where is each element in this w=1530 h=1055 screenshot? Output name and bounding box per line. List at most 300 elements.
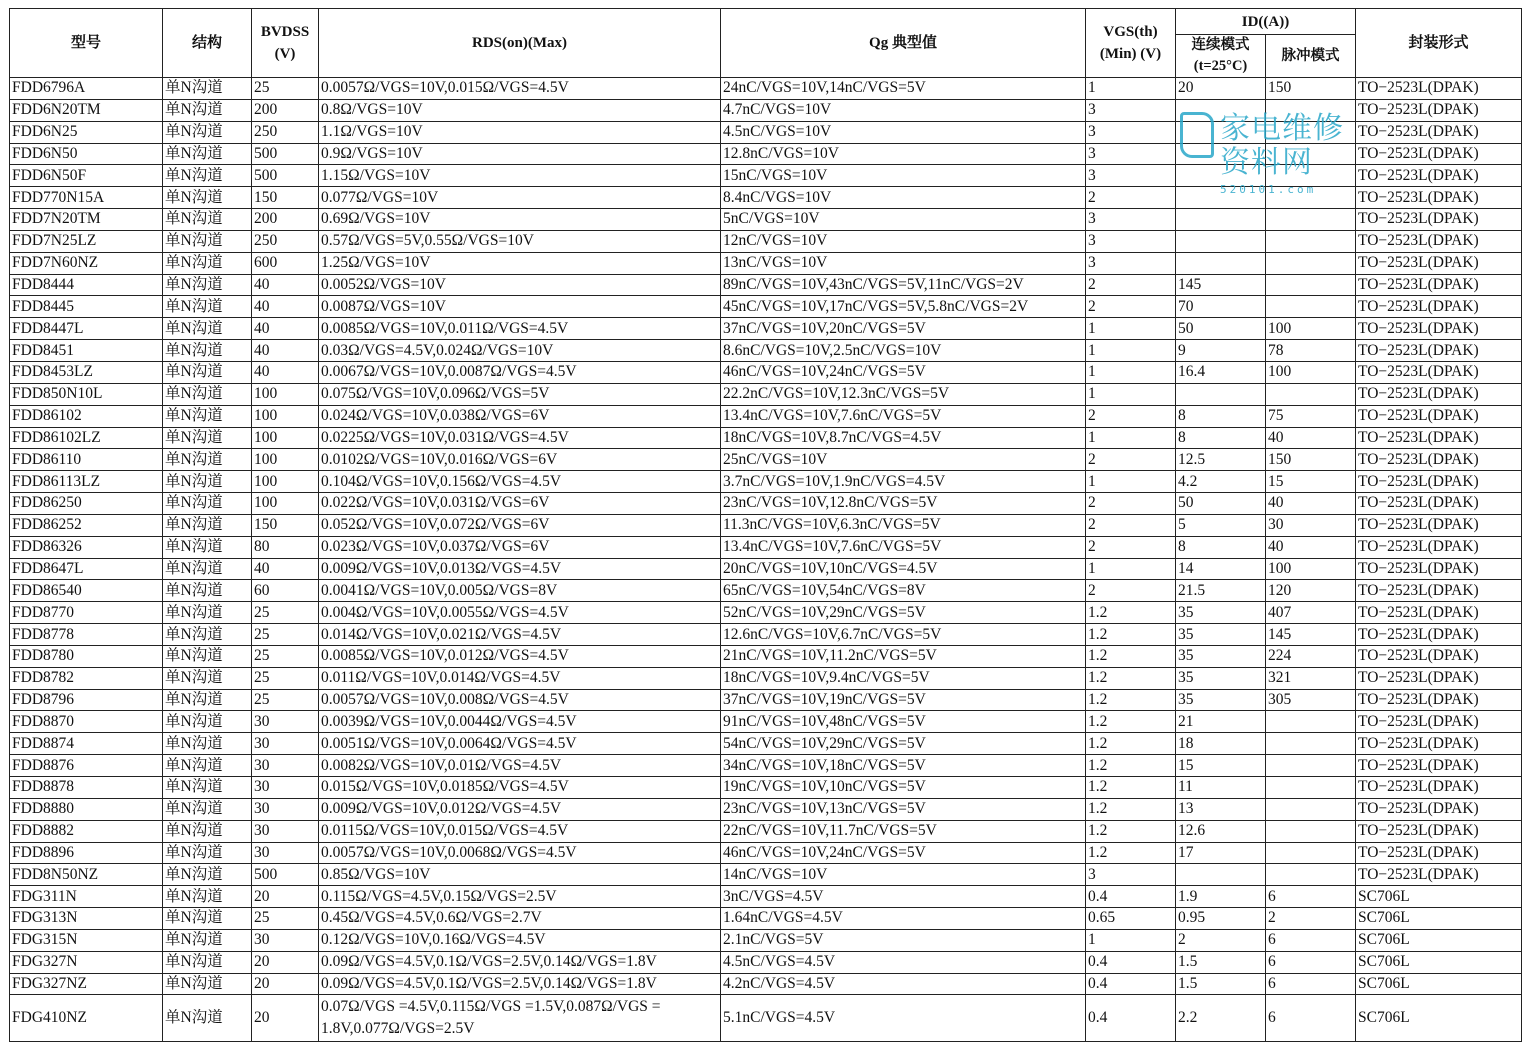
cell-id-pulse: 6 xyxy=(1266,995,1356,1042)
header-id: ID((A)) xyxy=(1176,9,1356,35)
cell-id-pulse xyxy=(1266,777,1356,799)
cell-structure: 单N沟道 xyxy=(163,165,252,187)
cell-package: TO−2523L(DPAK) xyxy=(1356,820,1522,842)
cell-vgs-th: 2 xyxy=(1086,536,1176,558)
cell-qg: 12.8nC/VGS=10V xyxy=(721,143,1086,165)
cell-bvdss: 150 xyxy=(252,187,319,209)
cell-vgs-th: 1 xyxy=(1086,383,1176,405)
cell-rds: 0.004Ω/VGS=10V,0.0055Ω/VGS=4.5V xyxy=(319,602,721,624)
cell-vgs-th: 2 xyxy=(1086,514,1176,536)
cell-vgs-th: 2 xyxy=(1086,405,1176,427)
cell-package: TO−2523L(DPAK) xyxy=(1356,733,1522,755)
table-row xyxy=(10,383,1522,405)
cell-model: FDD8880 xyxy=(10,798,163,820)
cell-structure: 单N沟道 xyxy=(163,230,252,252)
table-row xyxy=(10,405,1522,427)
header-structure: 结构 xyxy=(163,9,252,78)
table-row xyxy=(10,929,1522,951)
cell-id-pulse xyxy=(1266,864,1356,886)
cell-model: FDD7N20TM xyxy=(10,209,163,231)
cell-structure: 单N沟道 xyxy=(163,733,252,755)
watermark-logo xyxy=(1180,112,1352,198)
cell-structure: 单N沟道 xyxy=(163,951,252,973)
cell-id-continuous: 35 xyxy=(1176,624,1266,646)
cell-bvdss: 25 xyxy=(252,624,319,646)
cell-model: FDD850N10L xyxy=(10,383,163,405)
cell-model: FDD8874 xyxy=(10,733,163,755)
cell-package: SC706L xyxy=(1356,995,1522,1042)
cell-bvdss: 20 xyxy=(252,973,319,995)
cell-package: TO−2523L(DPAK) xyxy=(1356,667,1522,689)
cell-structure: 单N沟道 xyxy=(163,99,252,121)
cell-rds: 0.011Ω/VGS=10V,0.014Ω/VGS=4.5V xyxy=(319,667,721,689)
cell-qg: 23nC/VGS=10V,12.8nC/VGS=5V xyxy=(721,493,1086,515)
header-id-continuous-label: 连续模式 xyxy=(1191,37,1250,53)
cell-vgs-th: 0.4 xyxy=(1086,995,1176,1042)
cell-id-continuous: 2 xyxy=(1176,929,1266,951)
cell-package: SC706L xyxy=(1356,951,1522,973)
cell-model: FDD86102 xyxy=(10,405,163,427)
cell-structure: 单N沟道 xyxy=(163,209,252,231)
cell-rds: 0.0067Ω/VGS=10V,0.0087Ω/VGS=4.5V xyxy=(319,361,721,383)
cell-rds: 0.0087Ω/VGS=10V xyxy=(319,296,721,318)
cell-rds: 0.85Ω/VGS=10V xyxy=(319,864,721,886)
cell-bvdss: 40 xyxy=(252,296,319,318)
cell-id-pulse: 224 xyxy=(1266,645,1356,667)
cell-package: TO−2523L(DPAK) xyxy=(1356,361,1522,383)
cell-package: TO−2523L(DPAK) xyxy=(1356,165,1522,187)
cell-model: FDD86102LZ xyxy=(10,427,163,449)
cell-id-continuous xyxy=(1176,209,1266,231)
cell-model: FDG327N xyxy=(10,951,163,973)
cell-structure: 单N沟道 xyxy=(163,864,252,886)
cell-model: FDD8445 xyxy=(10,296,163,318)
cell-id-continuous xyxy=(1176,230,1266,252)
cell-rds: 0.0085Ω/VGS=10V,0.011Ω/VGS=4.5V xyxy=(319,318,721,340)
cell-id-continuous: 35 xyxy=(1176,602,1266,624)
cell-qg: 65nC/VGS=10V,54nC/VGS=8V xyxy=(721,580,1086,602)
logo-url: 520101.com xyxy=(1220,183,1317,196)
table-row xyxy=(10,296,1522,318)
cell-bvdss: 40 xyxy=(252,274,319,296)
cell-id-pulse xyxy=(1266,252,1356,274)
cell-model: FDD8770 xyxy=(10,602,163,624)
cell-package: TO−2523L(DPAK) xyxy=(1356,187,1522,209)
logo-text: 家电维修资料网 xyxy=(1220,111,1344,180)
cell-package: TO−2523L(DPAK) xyxy=(1356,252,1522,274)
cell-rds: 0.09Ω/VGS=4.5V,0.1Ω/VGS=2.5V,0.14Ω/VGS=1.8V xyxy=(319,951,721,973)
cell-id-pulse: 75 xyxy=(1266,405,1356,427)
cell-structure: 单N沟道 xyxy=(163,624,252,646)
cell-structure: 单N沟道 xyxy=(163,340,252,362)
cell-package: TO−2523L(DPAK) xyxy=(1356,493,1522,515)
cell-vgs-th: 1 xyxy=(1086,929,1176,951)
cell-id-continuous: 12.6 xyxy=(1176,820,1266,842)
cell-qg: 3nC/VGS=4.5V xyxy=(721,886,1086,908)
cell-vgs-th: 3 xyxy=(1086,165,1176,187)
cell-qg: 13.4nC/VGS=10V,7.6nC/VGS=5V xyxy=(721,405,1086,427)
cell-package: TO−2523L(DPAK) xyxy=(1356,624,1522,646)
cell-model: FDD6N50F xyxy=(10,165,163,187)
cell-id-pulse xyxy=(1266,383,1356,405)
cell-vgs-th: 1.2 xyxy=(1086,667,1176,689)
cell-bvdss: 500 xyxy=(252,864,319,886)
table-row xyxy=(10,995,1522,1042)
cell-qg: 14nC/VGS=10V xyxy=(721,864,1086,886)
cell-vgs-th: 1.2 xyxy=(1086,624,1176,646)
cell-qg: 46nC/VGS=10V,24nC/VGS=5V xyxy=(721,361,1086,383)
cell-structure: 单N沟道 xyxy=(163,580,252,602)
cell-id-pulse: 100 xyxy=(1266,361,1356,383)
cell-id-continuous: 1.5 xyxy=(1176,973,1266,995)
cell-model: FDD8878 xyxy=(10,777,163,799)
table-row xyxy=(10,689,1522,711)
cell-model: FDD8896 xyxy=(10,842,163,864)
cell-rds: 0.014Ω/VGS=10V,0.021Ω/VGS=4.5V xyxy=(319,624,721,646)
cell-package: TO−2523L(DPAK) xyxy=(1356,318,1522,340)
cell-rds: 0.115Ω/VGS=4.5V,0.15Ω/VGS=2.5V xyxy=(319,886,721,908)
cell-rds: 0.45Ω/VGS=4.5V,0.6Ω/VGS=2.7V xyxy=(319,908,721,930)
cell-qg: 18nC/VGS=10V,8.7nC/VGS=4.5V xyxy=(721,427,1086,449)
cell-rds: 0.0225Ω/VGS=10V,0.031Ω/VGS=4.5V xyxy=(319,427,721,449)
table-row xyxy=(10,842,1522,864)
cell-model: FDD8444 xyxy=(10,274,163,296)
cell-vgs-th: 3 xyxy=(1086,864,1176,886)
cell-vgs-th: 3 xyxy=(1086,252,1176,274)
cell-structure: 单N沟道 xyxy=(163,296,252,318)
cell-rds: 0.104Ω/VGS=10V,0.156Ω/VGS=4.5V xyxy=(319,471,721,493)
cell-id-continuous: 16.4 xyxy=(1176,361,1266,383)
cell-structure: 单N沟道 xyxy=(163,493,252,515)
table-row xyxy=(10,252,1522,274)
cell-package: TO−2523L(DPAK) xyxy=(1356,689,1522,711)
cell-package: TO−2523L(DPAK) xyxy=(1356,340,1522,362)
cell-rds: 0.052Ω/VGS=10V,0.072Ω/VGS=6V xyxy=(319,514,721,536)
cell-vgs-th: 2 xyxy=(1086,493,1176,515)
cell-qg: 24nC/VGS=10V,14nC/VGS=5V xyxy=(721,78,1086,100)
header-vgs-label: VGS(th) xyxy=(1103,24,1158,40)
cell-rds: 0.09Ω/VGS=4.5V,0.1Ω/VGS=2.5V,0.14Ω/VGS=1.8V xyxy=(319,973,721,995)
cell-vgs-th: 1 xyxy=(1086,558,1176,580)
cell-rds: 0.0115Ω/VGS=10V,0.015Ω/VGS=4.5V xyxy=(319,820,721,842)
cell-id-continuous: 13 xyxy=(1176,798,1266,820)
cell-package: TO−2523L(DPAK) xyxy=(1356,645,1522,667)
cell-bvdss: 60 xyxy=(252,580,319,602)
cell-qg: 25nC/VGS=10V xyxy=(721,449,1086,471)
cell-qg: 8.4nC/VGS=10V xyxy=(721,187,1086,209)
cell-rds: 0.0082Ω/VGS=10V,0.01Ω/VGS=4.5V xyxy=(319,755,721,777)
cell-structure: 单N沟道 xyxy=(163,602,252,624)
cell-id-continuous: 17 xyxy=(1176,842,1266,864)
cell-rds: 0.015Ω/VGS=10V,0.0185Ω/VGS=4.5V xyxy=(319,777,721,799)
cell-vgs-th: 1.2 xyxy=(1086,777,1176,799)
cell-qg: 21nC/VGS=10V,11.2nC/VGS=5V xyxy=(721,645,1086,667)
cell-model: FDD8447L xyxy=(10,318,163,340)
cell-rds: 0.0051Ω/VGS=10V,0.0064Ω/VGS=4.5V xyxy=(319,733,721,755)
cell-package: TO−2523L(DPAK) xyxy=(1356,864,1522,886)
cell-id-pulse: 6 xyxy=(1266,886,1356,908)
cell-structure: 单N沟道 xyxy=(163,798,252,820)
cell-model: FDD6N20TM xyxy=(10,99,163,121)
cell-id-pulse xyxy=(1266,209,1356,231)
cell-rds: 0.009Ω/VGS=10V,0.013Ω/VGS=4.5V xyxy=(319,558,721,580)
cell-package: TO−2523L(DPAK) xyxy=(1356,777,1522,799)
cell-vgs-th: 2 xyxy=(1086,580,1176,602)
cell-package: TO−2523L(DPAK) xyxy=(1356,405,1522,427)
cell-vgs-th: 0.4 xyxy=(1086,973,1176,995)
table-row xyxy=(10,514,1522,536)
cell-bvdss: 30 xyxy=(252,798,319,820)
cell-rds: 0.8Ω/VGS=10V xyxy=(319,99,721,121)
cell-id-continuous: 11 xyxy=(1176,777,1266,799)
cell-model: FDD8796 xyxy=(10,689,163,711)
cell-model: FDD86252 xyxy=(10,514,163,536)
cell-package: TO−2523L(DPAK) xyxy=(1356,711,1522,733)
cell-qg: 89nC/VGS=10V,43nC/VGS=5V,11nC/VGS=2V xyxy=(721,274,1086,296)
cell-rds: 0.69Ω/VGS=10V xyxy=(319,209,721,231)
cell-rds: 1.1Ω/VGS=10V xyxy=(319,121,721,143)
cell-id-pulse: 6 xyxy=(1266,951,1356,973)
cell-structure: 单N沟道 xyxy=(163,187,252,209)
logo-icon xyxy=(1180,112,1214,158)
cell-model: FDD8453LZ xyxy=(10,361,163,383)
cell-structure: 单N沟道 xyxy=(163,886,252,908)
cell-structure: 单N沟道 xyxy=(163,121,252,143)
cell-bvdss: 30 xyxy=(252,755,319,777)
cell-structure: 单N沟道 xyxy=(163,383,252,405)
cell-vgs-th: 3 xyxy=(1086,209,1176,231)
cell-qg: 8.6nC/VGS=10V,2.5nC/VGS=10V xyxy=(721,340,1086,362)
cell-rds: 0.03Ω/VGS=4.5V,0.024Ω/VGS=10V xyxy=(319,340,721,362)
cell-model: FDD86540 xyxy=(10,580,163,602)
cell-id-continuous: 21.5 xyxy=(1176,580,1266,602)
cell-model: FDD86326 xyxy=(10,536,163,558)
cell-rds: 0.077Ω/VGS=10V xyxy=(319,187,721,209)
cell-vgs-th: 1 xyxy=(1086,471,1176,493)
cell-model: FDD8876 xyxy=(10,755,163,777)
cell-qg: 11.3nC/VGS=10V,6.3nC/VGS=5V xyxy=(721,514,1086,536)
cell-bvdss: 100 xyxy=(252,427,319,449)
header-rds: RDS(on)(Max) xyxy=(319,9,721,78)
cell-bvdss: 80 xyxy=(252,536,319,558)
table-row xyxy=(10,864,1522,886)
cell-structure: 单N沟道 xyxy=(163,711,252,733)
cell-model: FDG327NZ xyxy=(10,973,163,995)
cell-bvdss: 100 xyxy=(252,493,319,515)
cell-id-continuous: 14 xyxy=(1176,558,1266,580)
cell-qg: 37nC/VGS=10V,19nC/VGS=5V xyxy=(721,689,1086,711)
cell-id-continuous: 12.5 xyxy=(1176,449,1266,471)
cell-qg: 5nC/VGS=10V xyxy=(721,209,1086,231)
cell-id-continuous: 70 xyxy=(1176,296,1266,318)
cell-qg: 4.5nC/VGS=4.5V xyxy=(721,951,1086,973)
cell-package: TO−2523L(DPAK) xyxy=(1356,427,1522,449)
cell-model: FDG311N xyxy=(10,886,163,908)
cell-qg: 4.7nC/VGS=10V xyxy=(721,99,1086,121)
cell-rds: 0.0041Ω/VGS=10V,0.005Ω/VGS=8V xyxy=(319,580,721,602)
cell-model: FDD6N50 xyxy=(10,143,163,165)
cell-package: TO−2523L(DPAK) xyxy=(1356,296,1522,318)
cell-model: FDD6N25 xyxy=(10,121,163,143)
cell-model: FDG313N xyxy=(10,908,163,930)
cell-qg: 4.5nC/VGS=10V xyxy=(721,121,1086,143)
cell-id-continuous: 35 xyxy=(1176,689,1266,711)
cell-qg: 13nC/VGS=10V xyxy=(721,252,1086,274)
header-bvdss xyxy=(252,9,319,78)
cell-bvdss: 30 xyxy=(252,777,319,799)
header-vgs xyxy=(1086,9,1176,78)
cell-package: TO−2523L(DPAK) xyxy=(1356,449,1522,471)
cell-structure: 单N沟道 xyxy=(163,995,252,1042)
cell-model: FDD6796A xyxy=(10,78,163,100)
cell-bvdss: 25 xyxy=(252,667,319,689)
table-row xyxy=(10,209,1522,231)
cell-vgs-th: 1 xyxy=(1086,361,1176,383)
table-row xyxy=(10,274,1522,296)
table-row xyxy=(10,820,1522,842)
cell-structure: 单N沟道 xyxy=(163,449,252,471)
table-row xyxy=(10,427,1522,449)
cell-rds: 0.0057Ω/VGS=10V,0.008Ω/VGS=4.5V xyxy=(319,689,721,711)
cell-bvdss: 30 xyxy=(252,733,319,755)
cell-vgs-th: 1 xyxy=(1086,340,1176,362)
cell-vgs-th: 1.2 xyxy=(1086,798,1176,820)
cell-id-continuous: 5 xyxy=(1176,514,1266,536)
cell-qg: 12nC/VGS=10V xyxy=(721,230,1086,252)
table-row xyxy=(10,493,1522,515)
cell-package: TO−2523L(DPAK) xyxy=(1356,755,1522,777)
table-row xyxy=(10,78,1522,100)
cell-structure: 单N沟道 xyxy=(163,558,252,580)
header-model: 型号 xyxy=(10,9,163,78)
cell-model: FDD86110 xyxy=(10,449,163,471)
cell-id-continuous: 20 xyxy=(1176,78,1266,100)
cell-id-continuous: 21 xyxy=(1176,711,1266,733)
cell-rds: 0.022Ω/VGS=10V,0.031Ω/VGS=6V xyxy=(319,493,721,515)
cell-qg: 3.7nC/VGS=10V,1.9nC/VGS=4.5V xyxy=(721,471,1086,493)
header-id-pulse: 脉冲模式 xyxy=(1266,35,1356,78)
cell-id-pulse: 120 xyxy=(1266,580,1356,602)
cell-vgs-th: 2 xyxy=(1086,274,1176,296)
cell-bvdss: 25 xyxy=(252,689,319,711)
cell-qg: 45nC/VGS=10V,17nC/VGS=5V,5.8nC/VGS=2V xyxy=(721,296,1086,318)
cell-id-pulse: 6 xyxy=(1266,929,1356,951)
header-bvdss-label: BVDSS xyxy=(260,24,310,40)
cell-id-pulse: 100 xyxy=(1266,318,1356,340)
table-row xyxy=(10,471,1522,493)
cell-qg: 54nC/VGS=10V,29nC/VGS=5V xyxy=(721,733,1086,755)
cell-id-pulse: 150 xyxy=(1266,449,1356,471)
cell-qg: 2.1nC/VGS=5V xyxy=(721,929,1086,951)
cell-id-continuous: 145 xyxy=(1176,274,1266,296)
cell-package: TO−2523L(DPAK) xyxy=(1356,78,1522,100)
cell-rds: 0.57Ω/VGS=5V,0.55Ω/VGS=10V xyxy=(319,230,721,252)
cell-rds: 0.12Ω/VGS=10V,0.16Ω/VGS=4.5V xyxy=(319,929,721,951)
cell-model: FDG410NZ xyxy=(10,995,163,1042)
cell-bvdss: 500 xyxy=(252,165,319,187)
cell-model: FDD7N25LZ xyxy=(10,230,163,252)
cell-vgs-th: 2 xyxy=(1086,449,1176,471)
cell-id-continuous: 8 xyxy=(1176,405,1266,427)
cell-vgs-th: 1.2 xyxy=(1086,733,1176,755)
cell-vgs-th: 3 xyxy=(1086,99,1176,121)
table-row xyxy=(10,645,1522,667)
cell-id-continuous: 2.2 xyxy=(1176,995,1266,1042)
cell-model: FDD770N15A xyxy=(10,187,163,209)
cell-id-pulse: 6 xyxy=(1266,973,1356,995)
cell-id-pulse: 321 xyxy=(1266,667,1356,689)
table-row xyxy=(10,951,1522,973)
cell-bvdss: 40 xyxy=(252,558,319,580)
cell-bvdss: 30 xyxy=(252,711,319,733)
cell-structure: 单N沟道 xyxy=(163,929,252,951)
table-row xyxy=(10,733,1522,755)
cell-id-pulse: 40 xyxy=(1266,493,1356,515)
cell-rds: 0.0057Ω/VGS=10V,0.015Ω/VGS=4.5V xyxy=(319,78,721,100)
cell-qg: 91nC/VGS=10V,48nC/VGS=5V xyxy=(721,711,1086,733)
cell-package: TO−2523L(DPAK) xyxy=(1356,842,1522,864)
cell-package: TO−2523L(DPAK) xyxy=(1356,143,1522,165)
cell-vgs-th: 1 xyxy=(1086,318,1176,340)
table-row xyxy=(10,667,1522,689)
cell-qg: 20nC/VGS=10V,10nC/VGS=4.5V xyxy=(721,558,1086,580)
cell-bvdss: 600 xyxy=(252,252,319,274)
cell-bvdss: 25 xyxy=(252,908,319,930)
cell-model: FDD8782 xyxy=(10,667,163,689)
cell-rds: 0.009Ω/VGS=10V,0.012Ω/VGS=4.5V xyxy=(319,798,721,820)
cell-bvdss: 100 xyxy=(252,383,319,405)
cell-model: FDD8882 xyxy=(10,820,163,842)
cell-bvdss: 40 xyxy=(252,361,319,383)
cell-vgs-th: 1 xyxy=(1086,78,1176,100)
cell-package: SC706L xyxy=(1356,886,1522,908)
cell-package: TO−2523L(DPAK) xyxy=(1356,471,1522,493)
cell-rds: 0.0085Ω/VGS=10V,0.012Ω/VGS=4.5V xyxy=(319,645,721,667)
cell-id-continuous: 4.2 xyxy=(1176,471,1266,493)
table-row xyxy=(10,798,1522,820)
cell-id-pulse: 40 xyxy=(1266,427,1356,449)
cell-vgs-th: 1.2 xyxy=(1086,820,1176,842)
cell-rds: 1.25Ω/VGS=10V xyxy=(319,252,721,274)
cell-vgs-th: 1.2 xyxy=(1086,645,1176,667)
cell-id-continuous: 1.9 xyxy=(1176,886,1266,908)
cell-package: TO−2523L(DPAK) xyxy=(1356,580,1522,602)
cell-model: FDG315N xyxy=(10,929,163,951)
cell-bvdss: 250 xyxy=(252,230,319,252)
cell-vgs-th: 1.2 xyxy=(1086,602,1176,624)
cell-id-pulse: 407 xyxy=(1266,602,1356,624)
cell-id-continuous: 1.5 xyxy=(1176,951,1266,973)
cell-id-pulse xyxy=(1266,798,1356,820)
cell-vgs-th: 3 xyxy=(1086,230,1176,252)
cell-bvdss: 25 xyxy=(252,602,319,624)
cell-vgs-th: 1.2 xyxy=(1086,711,1176,733)
cell-bvdss: 500 xyxy=(252,143,319,165)
cell-structure: 单N沟道 xyxy=(163,645,252,667)
cell-qg: 52nC/VGS=10V,29nC/VGS=5V xyxy=(721,602,1086,624)
cell-structure: 单N沟道 xyxy=(163,471,252,493)
cell-qg: 22nC/VGS=10V,11.7nC/VGS=5V xyxy=(721,820,1086,842)
table-row xyxy=(10,536,1522,558)
header-package: 封装形式 xyxy=(1356,9,1522,78)
cell-id-pulse: 30 xyxy=(1266,514,1356,536)
cell-qg: 22.2nC/VGS=10V,12.3nC/VGS=5V xyxy=(721,383,1086,405)
table-row xyxy=(10,580,1522,602)
cell-id-pulse: 15 xyxy=(1266,471,1356,493)
cell-package: TO−2523L(DPAK) xyxy=(1356,230,1522,252)
cell-model: FDD86113LZ xyxy=(10,471,163,493)
cell-structure: 单N沟道 xyxy=(163,667,252,689)
